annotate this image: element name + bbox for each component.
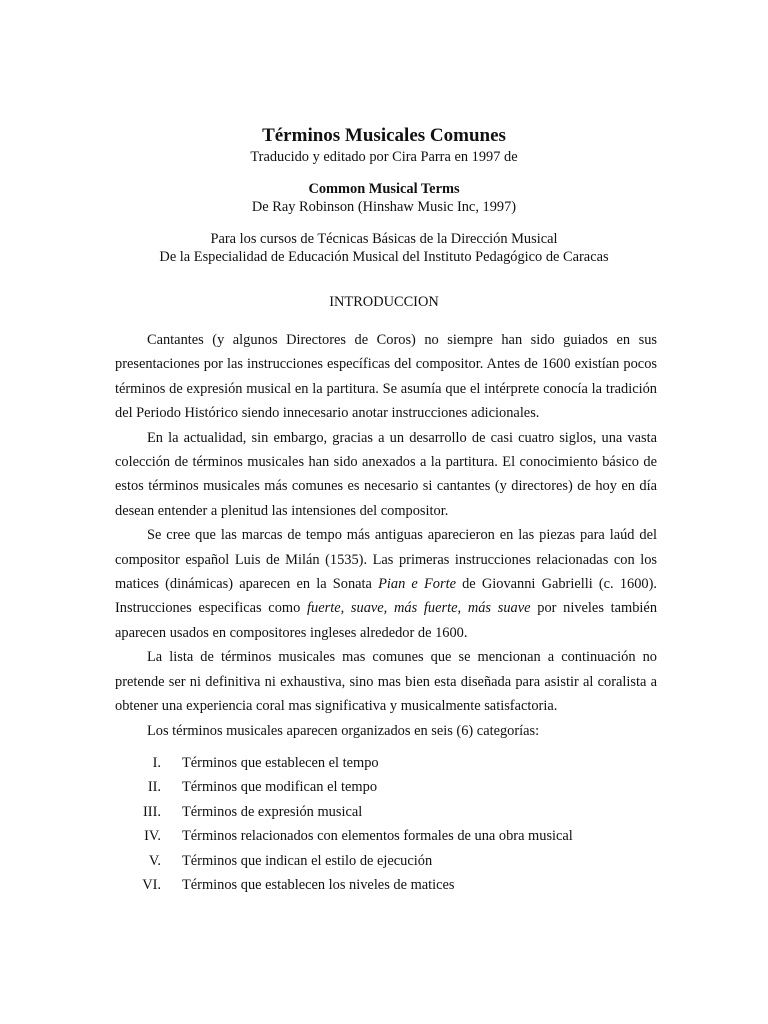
translation-credit: Traducido y editado por Cira Parra en 1997 de: [250, 149, 518, 165]
list-item-text: Términos de expresión musical: [182, 803, 363, 820]
list-item: [115, 824, 657, 848]
list-item-text: Términos relacionados con elementos formales de una obra musical: [182, 828, 573, 845]
list-item-text: Términos que modifican el tempo: [182, 779, 378, 796]
categories-list: [115, 751, 657, 897]
paragraph-3-part-e: por niveles también aparecen usados en compositores ingleses alrededor de 1600.: [115, 600, 658, 641]
list-item-number: I.: [152, 754, 161, 771]
document-body: [115, 328, 657, 897]
sonata-title: Pian e Forte: [378, 576, 456, 593]
course-line-2: De la Especialidad de Educación Musical del Instituto Pedagógico de Caracas: [159, 249, 609, 265]
original-author: De Ray Robinson (Hinshaw Music Inc, 1997): [251, 199, 517, 215]
paragraph-3: [115, 523, 657, 645]
original-title: Common Musical Terms: [308, 181, 460, 197]
list-item-number: III.: [143, 803, 161, 820]
list-item: [115, 775, 657, 799]
list-item: [115, 873, 657, 897]
document-title: Términos Musicales Comunes: [262, 125, 506, 146]
course-line-1: Para los cursos de Técnicas Básicas de la Dirección Musical: [210, 231, 558, 247]
list-item-number: II.: [147, 779, 161, 796]
list-item: [115, 800, 657, 824]
section-title: INTRODUCCION: [329, 294, 439, 310]
paragraph-2: En la actualidad, sin embargo, gracias a un desarrollo de casi cuatro siglos, una vasta colección de términos musicales han sido anexados a la partitura. El conocimiento básico de estos términos musicales más comunes es necesario si cantantes (y directores) de hoy en día desean entender a plenitud las intensiones del compositor.: [115, 429, 657, 519]
paragraph-3-part-c: de Giovanni Gabrielli (c. 1600). Instrucciones especificas como: [115, 576, 657, 617]
list-item-text: Términos que indican el estilo de ejecución: [182, 852, 433, 869]
list-item-text: Términos que establecen el tempo: [182, 754, 379, 771]
list-item: [115, 849, 657, 873]
document-header: [0, 124, 768, 266]
paragraph-5: Los términos musicales aparecen organizados en seis (6) categorías:: [147, 722, 540, 739]
dynamics-terms: fuerte, suave, más fuerte, más suave: [307, 600, 531, 617]
list-item-number: VI.: [142, 876, 161, 893]
list-item-number: V.: [148, 852, 161, 869]
paragraph-4: La lista de términos musicales mas comunes que se mencionan a continuación no pretende ser ni definitiva ni exhaustiva, sino mas bien esta diseñada para asistir al coralista a obtener una experiencia coral mas significativa y musicalmente satisfactoria.: [115, 649, 657, 715]
list-item: [115, 751, 657, 775]
list-item-number: IV.: [144, 828, 161, 845]
paragraph-3-part-a: Se cree que las marcas de tempo más antiguas aparecieron en las piezas para laúd del compositor español Luis de Milán (1535). Las primeras instrucciones relacionadas con los matices (dinámicas) aparecen en la Sonata: [115, 527, 657, 593]
list-item-text: Términos que establecen los niveles de matices: [182, 876, 455, 893]
paragraph-1: Cantantes (y algunos Directores de Coros) no siempre han sido guiados en sus presentaciones por las instrucciones específicas del compositor. Antes de 1600 existían pocos términos de expresión musical en la partitura. Se asumía que el intérprete conocía la tradición del Periodo Histórico siendo innecesario anotar instrucciones adicionales.: [115, 332, 657, 422]
